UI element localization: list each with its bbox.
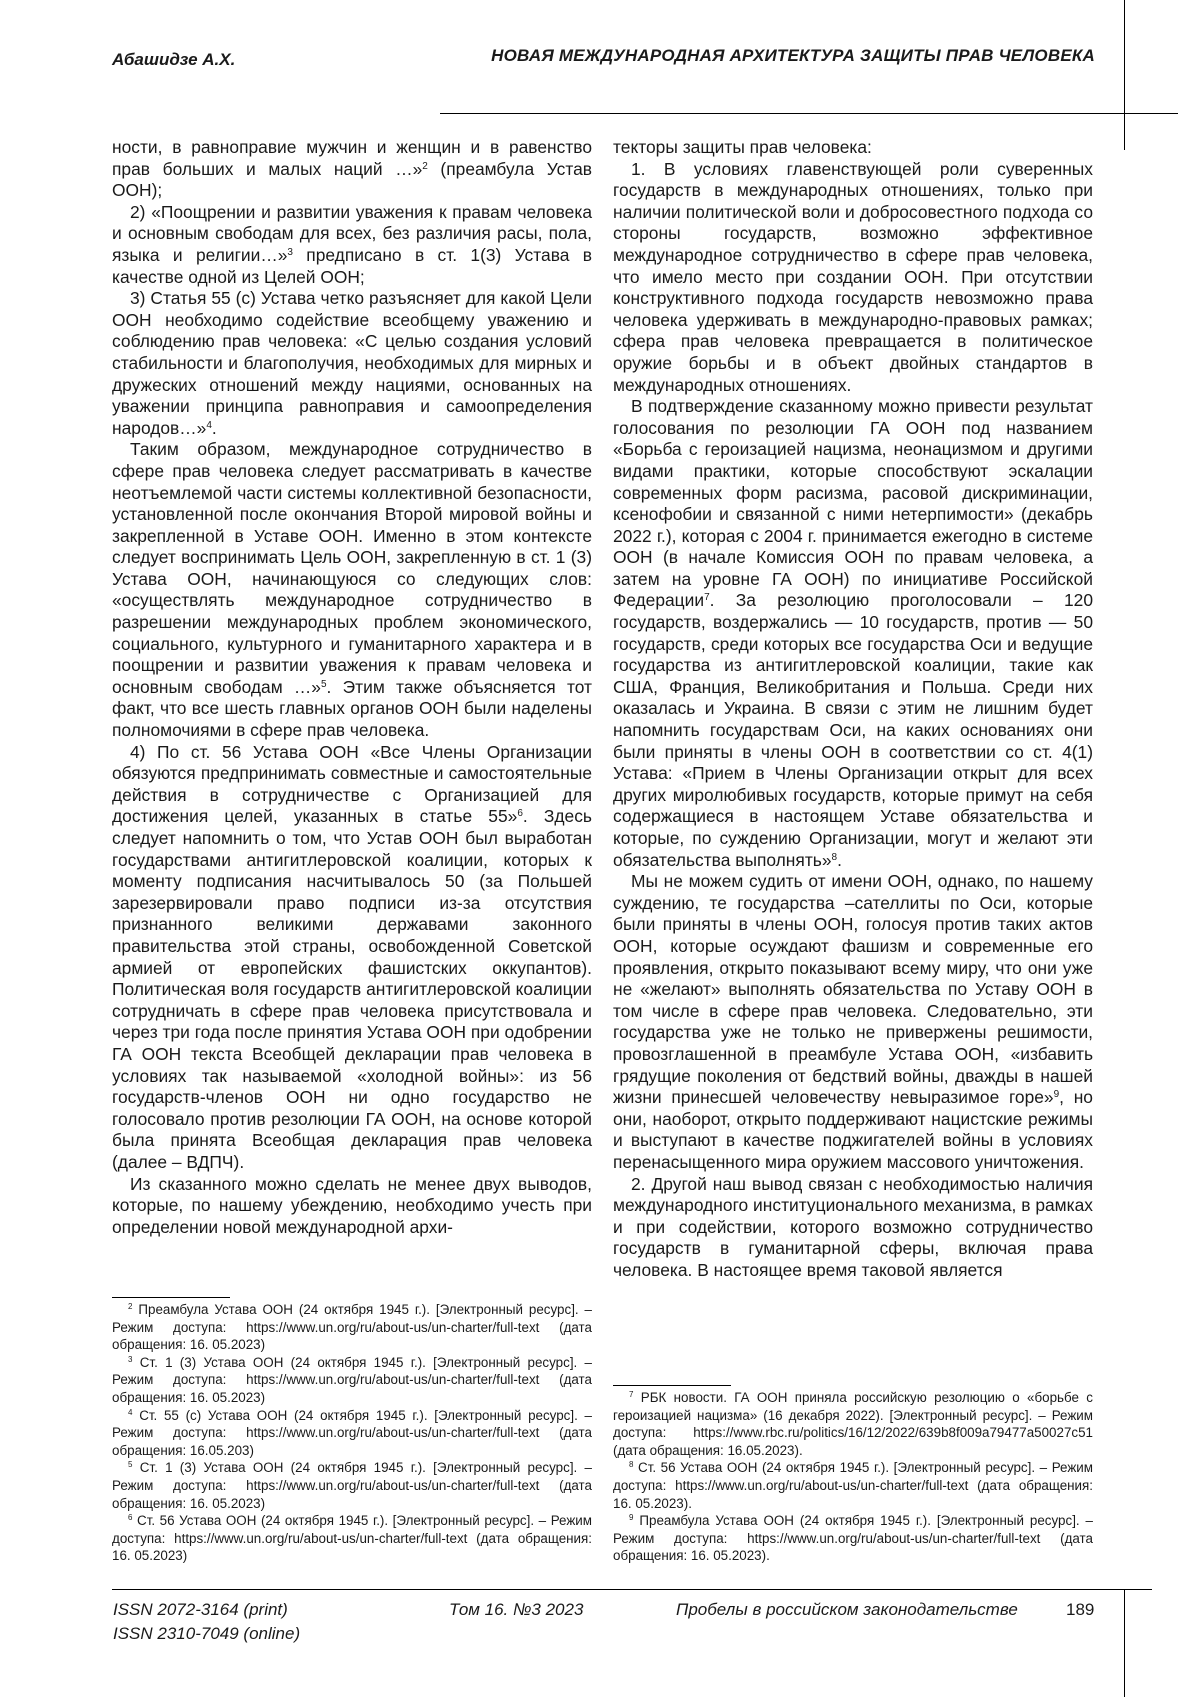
journal-title: Пробелы в российском законодательстве [676, 1600, 1018, 1619]
header-vertical-rule [1124, 0, 1125, 150]
paragraph: текторы защиты прав человека: [613, 137, 872, 157]
paragraph: 3) Статья 55 (с) Устава четко разъясняет для какой Цели ООН необходимо содействие всеобщему уважению и соблюдению прав человека: «С целью создания условий стабильности и благополучия, необходимых для мирных и дружеских отношений между нациями, основанных на уважении принципа равноправия и самоопределения народов…»$^4$. [112, 288, 592, 438]
footnotes-right [613, 1389, 1093, 1565]
footnote-ref[interactable]: 2 [422, 160, 428, 172]
page-number: 189 [1066, 1600, 1095, 1619]
footnote-separator [613, 1385, 731, 1386]
header-rule [440, 113, 1178, 114]
footnote-ref[interactable]: 7 [704, 592, 710, 604]
issn-print: ISSN 2072-3164 (print) [113, 1600, 288, 1619]
footer-rule [112, 1589, 1152, 1590]
footnote-ref[interactable]: 3 [287, 246, 293, 258]
footnote: $^6$ Ст. 56 Устава ООН (24 октября 1945 г.). [Электронный ресурс]. – Режим доступа: https://www.un.org/ru/about-us/un-charter/full-text (дата обращения: 16. 05.2023) [112, 1513, 592, 1564]
footnotes-left [112, 1301, 592, 1565]
footnote-ref[interactable]: 9 [1053, 1089, 1060, 1101]
paragraph: 2. Другой наш вывод связан с необходимостью наличия международного институционального механизма, в рамках и при содействии, которого возможно сотрудничество государств в гуманитарной сферы, включая права человека. В настоящее время таковой является [613, 1173, 1093, 1280]
running-head-author: Абашидзе А.Х. [112, 50, 236, 69]
footnote: $^2$ Преамбула Устава ООН (24 октября 1945 г.). [Электронный ресурс]. – Режим доступа: https://www.un.org/ru/about-us/un-charter/full-text (дата обращения: 16. 05.2023) [112, 1302, 592, 1353]
footnote-separator [112, 1297, 230, 1298]
footnote: $^4$ Ст. 55 (с) Устава ООН (24 октября 1945 г.). [Электронный ресурс]. – Режим доступа: https://www.un.org/ru/about-us/un-charter/full-text (дата обращения: 16.05.203) [112, 1407, 592, 1458]
paragraph: В подтверждение сказанному можно привести результат голосования по резолюции ГА ООН под названием «Борьба с героизацией нацизма, неонацизмом и другими видами практики, которые способствуют эскалации современных форм расизма, расовой дискриминации, ксенофобии и связанной с ними нетерпимости» (декабрь 2022 г.), которая с 2004 г. принимается ежегодно в системе ООН (в начале Комиссия ООН по правам человека, а затем на уровне ГА ООН) по инициативе Российской Федерации$^7$. За резолюцию проголосовали – 120 государств, воздержались — 10 государств, против — 50 государств, среди которых все государства Оси и ведущие государства из антигитлеровской коалиции, такие как США, Франция, Великобритания и Польша. Среди них оказалась и Украина. В связи с этим не лишним будет напомнить государствам Оси, на каких основаниях они были приняты в члены ООН в соответствии со ст. 4(1) Устава: «Прием в Члены Организации открыт для всех других миролюбивых государств, которые примут на себя содержащиеся в настоящем Уставе обязательства и которые, по суждению Организации, могут и желают эти обязательства выполнять»$^8$. [613, 396, 1093, 870]
paragraph: Из сказанного можно сделать не менее двух выводов, которые, по нашему убеждению, необходимо учесть при определении новой международной архи- [112, 1173, 592, 1237]
right-column [613, 137, 1093, 1281]
paragraph: 1. В условиях главенствующей роли суверенных государств в международных отношениях, только при наличии политической воли и добросовестного подхода со стороны государств, возможно эффективное международное сотрудничество в сфере прав человека, что имело место при создании ООН. При отсутствии конструктивного подхода государств невозможно права человека удерживать в международно-правовых рамках; сфера прав человека превращается в политическое оружие борьбы и в объект двойных стандартов в международных отношениях. [613, 158, 1093, 395]
paragraph: ности, в равноправие мужчин и женщин и в равенство прав больших и малых наций …»$^2$ (преамбула Устав ООН); [112, 137, 592, 201]
footnote-ref[interactable]: 6 [517, 808, 523, 820]
issn-online: ISSN 2310-7049 (online) [113, 1624, 301, 1643]
paragraph: Таким образом, международное сотрудничество в сфере прав человека следует рассматривать в качестве неотъемлемой части системы коллективной безопасности, установленной после окончания Второй мировой войны и закрепленной в Уставе ООН. Именно в этом контексте следует воспринимать Цель ООН, закрепленную в ст. 1 (3) Устава ООН, начинающуюся со следующих слов: «осуществлять международное сотрудничество в разрешении международных проблем экономического, социального, культурного и гуманитарного характера и в поощрении и развитии уважения к правам человека и основным свободам …»$^5$. Этим также объясняется тот факт, что все шесть главных органов ООН были наделены полномочиями в сфере прав человека. [112, 439, 592, 741]
paragraph: 4) По ст. 56 Устава ООН «Все Члены Организации обязуются предпринимать совместные и самостоятельные действия в сотрудничестве с Организацией для достижения целей, указанных в статье 55»$^6$. Здесь следует напомнить о том, что Устав ООН был выработан государствами антигитлеровской коалиции, которых к моменту подписания насчитывалось 50 (за Польшей зарезервировали право подписи из-за отсутствия признанного великими державами законного правительства этой страны, освобожденной Советской армией от европейских фашистских оккупантов). Политическая воля государств антигитлеровской коалиции сотрудничать в сфере прав человека присутствовала и через три года после принятия Устава ООН при одобрении ГА ООН текста Всеобщей декларации прав человека в условиях так называемой «холодной войны»: из 56 государств-членов ООН ни одно государство не голосовало против резолюции ГА ООН, на основе которой была принята Всеобщая декларация прав человека (далее – ВДПЧ). [112, 741, 592, 1172]
left-column [112, 137, 592, 1238]
footnote: $^7$ РБК новости. ГА ООН приняла российскую резолюцию о «борьбе с героизацией нацизма» (16 декабря 2022). [Электронный ресурс]. – Режим доступа: https://www.rbc.ru/politics/16/12/2022/639b8f009a79477a50027c51 (дата обращения: 16.05.2023). [613, 1390, 1093, 1458]
footnote-ref[interactable]: 4 [206, 419, 212, 431]
paragraph: 2) «Поощрении и развитии уважения к правам человека и основным свободам для всех, без различия расы, пола, языка и религии…»$^3$ предписано в ст. 1(3) Устава в качестве одной из Целей ООН; [112, 201, 592, 287]
footer-vertical-rule [1124, 1589, 1125, 1697]
footnote: $^5$ Ст. 1 (3) Устава ООН (24 октября 1945 г.). [Электронный ресурс]. – Режим доступа: https://www.un.org/ru/about-us/un-charter/full-text (дата обращения: 16. 05.2023) [112, 1460, 592, 1511]
footnote-ref[interactable]: 5 [320, 678, 327, 690]
footnote: $^9$ Преамбула Устава ООН (24 октября 1945 г.). [Электронный ресурс]. – Режим доступа: https://www.un.org/ru/about-us/un-charter/full-text (дата обращения: 16. 05.2023). [613, 1513, 1093, 1564]
footnote-ref[interactable]: 8 [831, 851, 838, 863]
running-head-title: НОВАЯ МЕЖДУНАРОДНАЯ АРХИТЕКТУРА ЗАЩИТЫ ПРАВ ЧЕЛОВЕКА [491, 46, 1095, 65]
footnote: $^3$ Ст. 1 (3) Устава ООН (24 октября 1945 г.). [Электронный ресурс]. – Режим доступа: https://www.un.org/ru/about-us/un-charter/full-text (дата обращения: 16. 05.2023) [112, 1354, 592, 1405]
volume-issue: Том 16. №3 2023 [449, 1600, 584, 1619]
paragraph: Мы не можем судить от имени ООН, однако, по нашему суждению, те государства –сателлиты по Оси, которые были приняты в члены ООН, голосуя против таких актов ООН, которые осуждают фашизм и современные его проявления, открыто показывают всему миру, что они уже не «желают» выполнять обязательства по Уставу ООН в том числе в сфере прав человека. Следовательно, эти государства уже не только не привержены решимости, провозглашенной в преамбуле Устава ООН, «избавить грядущие поколения от бедствий войны, дважды в нашей жизни принесшей человечеству невыразимое горе»$^9$, но они, наоборот, открыто поддерживают нацистские режимы и выступают в качестве поджигателей войны в условиях перенасыщенного мира оружием массового уничтожения. [613, 871, 1093, 1172]
footnote: $^8$ Ст. 56 Устава ООН (24 октября 1945 г.). [Электронный ресурс]. – Режим доступа: https://www.un.org/ru/about-us/un-charter/full-text (дата обращения: 16. 05.2023). [613, 1460, 1093, 1511]
